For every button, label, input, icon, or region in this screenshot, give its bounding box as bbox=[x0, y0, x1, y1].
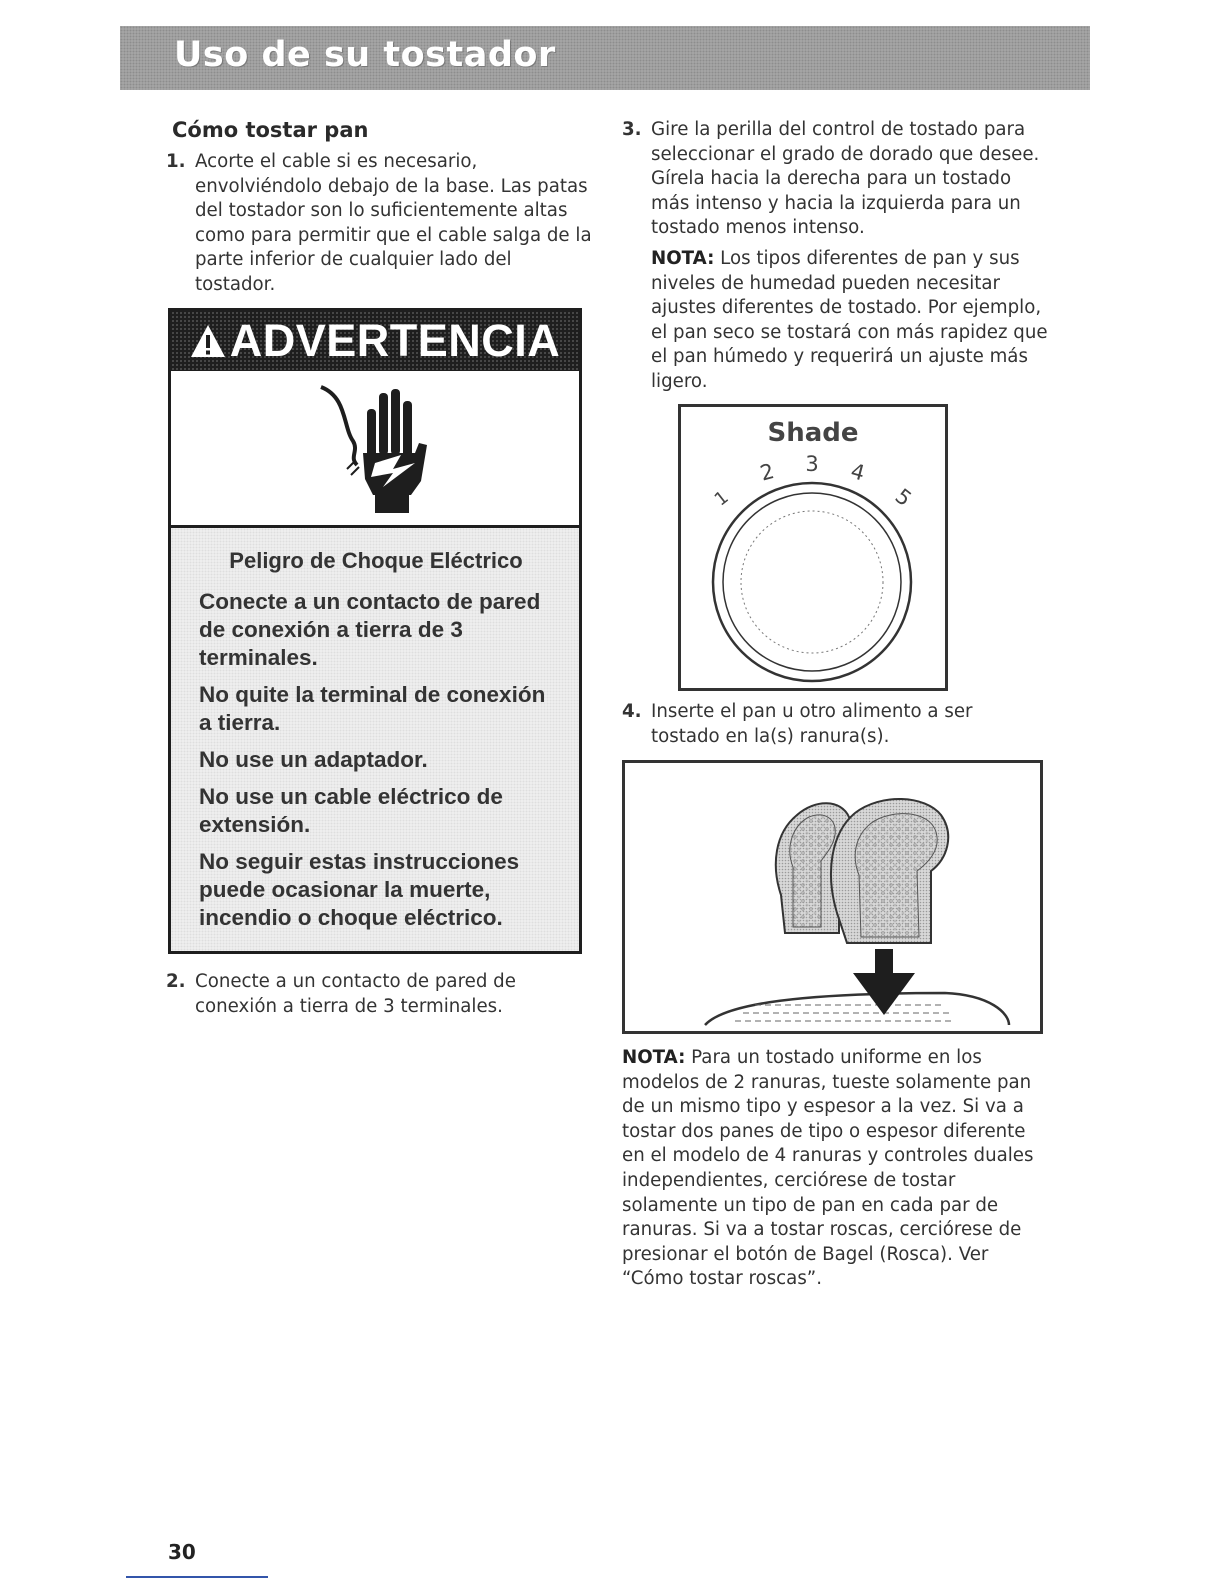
note-2-label: NOTA: bbox=[622, 1047, 686, 1068]
warning-subtitle: Peligro de Choque Eléctrico bbox=[229, 548, 523, 573]
step-1-text: Acorte el cable si es necesario, envolviéndolo debajo de la base. Las patas del tostador son lo suficientemente altas como para permitir que el cable salga de la parte inferior de cualquier lado del tostador. bbox=[195, 151, 592, 295]
warning-line: No use un cable eléctrico de extensión. bbox=[199, 784, 503, 837]
warning-header bbox=[171, 311, 579, 371]
warning-line: No use un adaptador. bbox=[199, 747, 428, 772]
warning-triangle-icon bbox=[190, 323, 226, 359]
left-column bbox=[166, 118, 596, 298]
warning-line: Conecte a un contacto de pared de conexión a tierra de 3 terminales. bbox=[199, 589, 541, 670]
step-3-number: 3. bbox=[622, 119, 642, 140]
toast-insertion-figure bbox=[622, 760, 1043, 1034]
step-2-text: Conecte a un contacto de pared de conexión a tierra de 3 terminales. bbox=[195, 971, 516, 1017]
shade-label: Shade bbox=[767, 418, 859, 448]
shade-dial-icon bbox=[681, 407, 945, 688]
step-1 bbox=[166, 150, 596, 298]
shade-mark-2: 2 bbox=[757, 458, 777, 486]
step-3-text: Gire la perilla del control de tostado para seleccionar el grado de dorado que desee. Gírela hacia la derecha para un tostado más intenso y hacia la izquierda para un tostado menos intenso. bbox=[651, 119, 1040, 239]
shade-mark-1: 1 bbox=[710, 486, 733, 511]
shade-mark-3: 3 bbox=[805, 452, 819, 476]
shade-mark-5: 5 bbox=[890, 483, 916, 512]
toast-slices-icon bbox=[625, 763, 1040, 1031]
step-2-number: 2. bbox=[166, 971, 186, 992]
step-4-number: 4. bbox=[622, 701, 642, 722]
right-column bbox=[622, 118, 1052, 395]
step-4-text: Inserte el pan u otro alimento a ser tostado en la(s) ranura(s). bbox=[651, 701, 973, 747]
step-1-number: 1. bbox=[166, 151, 186, 172]
step-4 bbox=[622, 700, 1032, 749]
warning-line: No quite la terminal de conexión a tierra. bbox=[199, 682, 546, 735]
note-2 bbox=[622, 1046, 1040, 1292]
note-2-text: Para un tostado uniforme en los modelos de 2 ranuras, tueste solamente pan de un mismo tipo y espesor a la vez. Si va a tostar dos panes de tipo o espesor diferente en el modelo de 4 ranuras y controles duales independientes, cerciórese de tostar solamente un tipo de pan en cada par de ranuras. Si va a tostar roscas, cerciórese de presionar el botón de Bagel (Rosca). Ver “Cómo tostar roscas”. bbox=[622, 1047, 1034, 1290]
step-2 bbox=[166, 970, 546, 1019]
note-1 bbox=[651, 247, 1052, 395]
warning-title: ADVERTENCIA bbox=[229, 315, 561, 366]
section-title: Cómo tostar pan bbox=[172, 118, 369, 142]
footer-rule bbox=[126, 1576, 268, 1578]
shade-mark-4: 4 bbox=[848, 458, 868, 486]
shade-dial-figure bbox=[678, 404, 948, 691]
note-1-text: Los tipos diferentes de pan y sus niveles de humedad pueden necesitar ajustes diferentes de tostado. Por ejemplo, el pan seco se tostará con más rapidez que el pan húmedo y requerirá un ajuste más ligero. bbox=[651, 247, 1048, 392]
electric-shock-hand-icon bbox=[171, 371, 579, 525]
warning-body bbox=[171, 525, 579, 951]
header-banner bbox=[120, 26, 1090, 90]
warning-icon-area bbox=[171, 371, 579, 525]
warning-box bbox=[168, 308, 582, 954]
note-1-label: NOTA: bbox=[651, 247, 715, 269]
warning-line: No seguir estas instrucciones puede ocasionar la muerte, incendio o choque eléctrico. bbox=[199, 849, 520, 930]
page-title: Uso de su tostador bbox=[174, 35, 556, 75]
step-3 bbox=[622, 118, 1052, 241]
page-number: 30 bbox=[168, 1540, 196, 1564]
